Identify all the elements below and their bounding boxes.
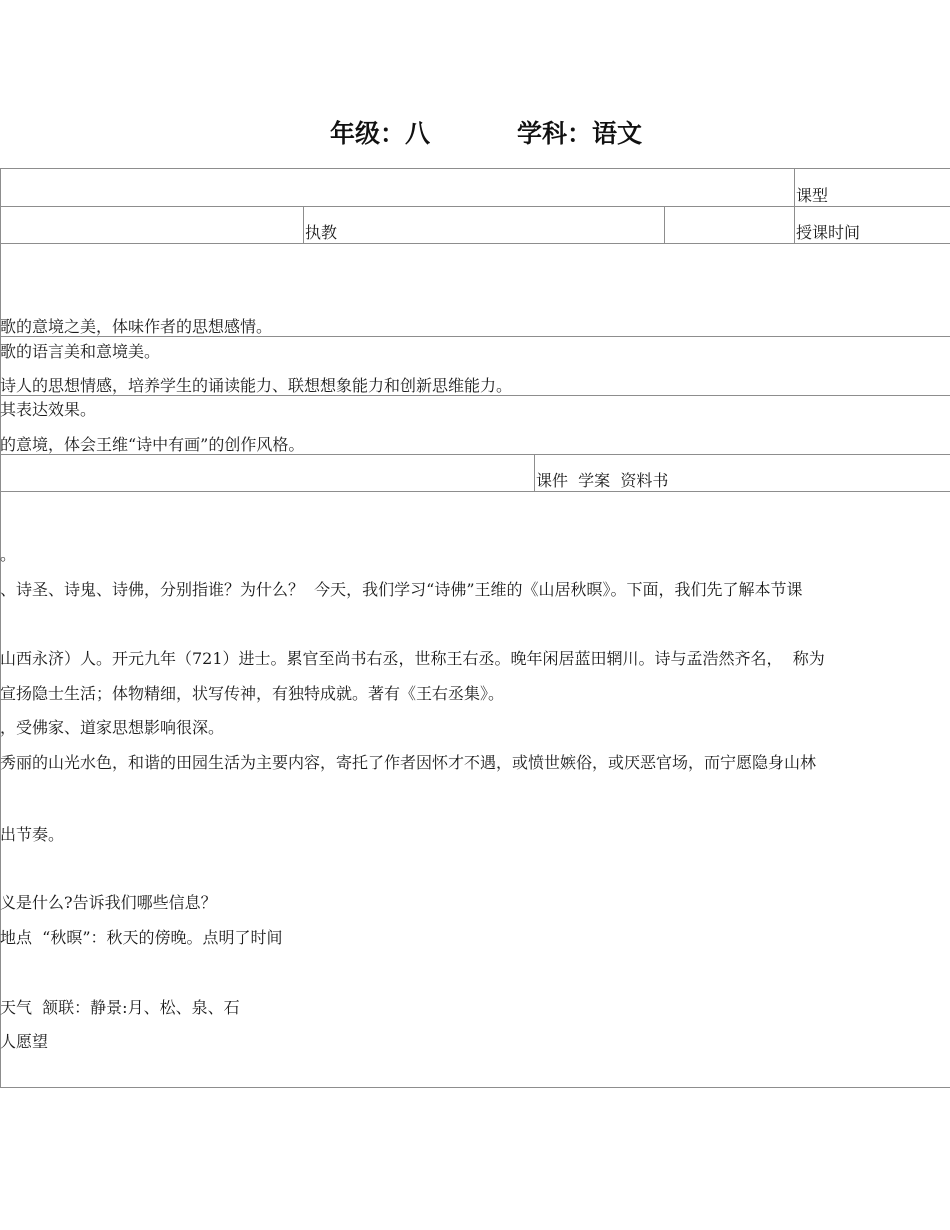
resources-divider <box>534 454 535 491</box>
process-line-2: 、诗圣、诗鬼、诗佛，分别指谁？为什么？ 今天，我们学习“诗佛”王维的《山居秋暝》。下面，我们先了解本节课 <box>0 580 803 599</box>
lesson-type-label: 课型 <box>796 186 829 205</box>
table-border-bottom <box>0 1087 950 1088</box>
table-border-row2 <box>0 206 950 207</box>
table-border-process <box>0 491 950 492</box>
process-line-7: 出节奏。 <box>0 825 65 844</box>
row1-divider <box>794 168 795 243</box>
row2-divider-mid <box>664 206 665 243</box>
process-line-8: 义是什么?告诉我们哪些信息？ <box>0 893 217 912</box>
objective-line-3: 诗人的思想情感，培养学生的诵读能力、联想想象能力和创新思维能力。 <box>0 376 513 395</box>
keypoint-line-2: 的意境，体会王维“诗中有画”的创作风格。 <box>0 435 305 454</box>
keypoint-line-1: 其表达效果。 <box>0 400 97 419</box>
process-line-11: 人愿望 <box>0 1032 49 1051</box>
process-line-6: 秀丽的山光水色，和谐的田园生活为主要内容，寄托了作者因怀才不遇，或愤世嫉俗，或厌恶官场，而宁愿隐身山林 <box>0 753 817 772</box>
page-title: 年级：八 学科：语文 <box>330 119 643 148</box>
process-line-10: 天气 颔联：静景:月、松、泉、石 <box>0 998 240 1017</box>
process-line-3: 山西永济）人。开元九年（721）进士。累官至尚书右丞，世称王右丞。晚年闲居蓝田辋川。诗与孟浩然齐名， 称为 <box>0 649 825 668</box>
row2-divider-teacher <box>303 206 304 243</box>
teacher-label: 执教 <box>305 223 338 242</box>
process-line-5: ，受佛家、道家思想影响很深。 <box>0 718 225 737</box>
objective-line-1: 歌的意境之美，体味作者的思想感情。 <box>0 317 273 336</box>
process-line-9: 地点 “秋暝”：秋天的傍晚。点明了时间 <box>0 928 283 947</box>
table-border-row3 <box>0 243 950 244</box>
process-line-1: 。 <box>0 545 17 564</box>
objective-line-2: 歌的语言美和意境美。 <box>0 342 161 361</box>
teaching-time-label: 授课时间 <box>796 223 861 242</box>
resources-text: 课件 学案 资料书 <box>536 471 669 490</box>
table-border-left <box>0 168 1 1088</box>
process-line-4: 宣扬隐士生活；体物精细，状写传神，有独特成就。著有《王右丞集》。 <box>0 684 505 703</box>
table-border-top <box>0 168 950 169</box>
